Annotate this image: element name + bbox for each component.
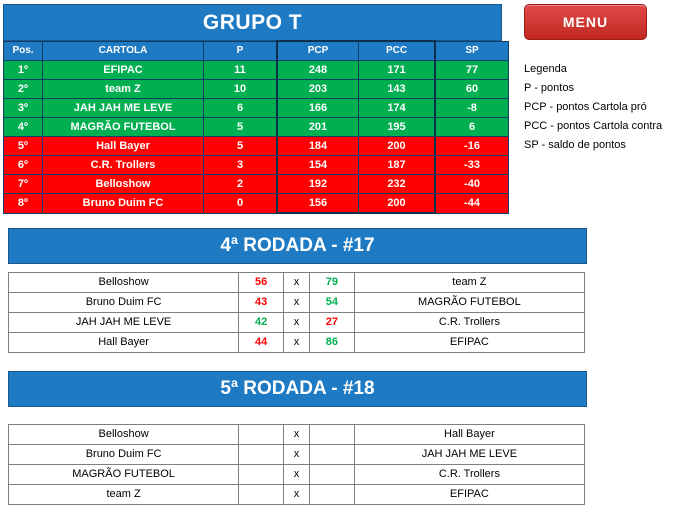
table-row	[9, 333, 585, 353]
cell-pos: 4º	[4, 118, 43, 137]
match-home-score	[239, 485, 284, 505]
round-4-banner	[8, 228, 587, 264]
match-home-score: 42	[239, 313, 284, 333]
match-away-score: 54	[310, 293, 355, 313]
cell-cartola: MAGRÃO FUTEBOL	[43, 118, 204, 137]
table-row	[4, 175, 509, 194]
match-separator: x	[283, 445, 309, 465]
cell-pcc: 174	[359, 99, 436, 118]
match-away-score: 27	[310, 313, 355, 333]
match-away-score	[310, 425, 355, 445]
cell-p: 0	[204, 194, 278, 214]
cell-p: 11	[204, 61, 278, 80]
cell-pcp: 154	[277, 156, 359, 175]
standings-header-row	[4, 41, 509, 61]
match-away-score: 86	[310, 333, 355, 353]
table-row	[9, 425, 585, 445]
match-separator: x	[283, 485, 309, 505]
round-4-matches-table	[8, 272, 585, 353]
match-away-team: C.R. Trollers	[354, 465, 584, 485]
cell-pcp: 248	[277, 61, 359, 80]
table-row	[4, 194, 509, 214]
table-row	[9, 293, 585, 313]
standings-header-p: P	[204, 41, 278, 61]
match-away-score	[310, 445, 355, 465]
legend-item-pcc: PCC - pontos Cartola contra	[524, 120, 663, 132]
match-home-team: JAH JAH ME LEVE	[9, 313, 239, 333]
match-away-score	[310, 485, 355, 505]
match-separator: x	[283, 313, 309, 333]
cell-p: 10	[204, 80, 278, 99]
cell-pcp: 203	[277, 80, 359, 99]
cell-sp: -40	[435, 175, 509, 194]
cell-pcp: 184	[277, 137, 359, 156]
match-separator: x	[283, 273, 309, 293]
cell-p: 2	[204, 175, 278, 194]
menu-button[interactable]	[524, 4, 647, 40]
legend-item-sp: SP - saldo de pontos	[524, 139, 626, 151]
cell-pcp: 192	[277, 175, 359, 194]
cell-sp: 77	[435, 61, 509, 80]
cell-p: 5	[204, 137, 278, 156]
cell-pos: 7º	[4, 175, 43, 194]
cell-sp: -16	[435, 137, 509, 156]
legend-item-p: P - pontos	[524, 82, 574, 94]
table-row	[4, 80, 509, 99]
cell-pcp: 201	[277, 118, 359, 137]
match-home-score	[239, 445, 284, 465]
match-separator: x	[283, 465, 309, 485]
cell-pcc: 143	[359, 80, 436, 99]
cell-cartola: Belloshow	[43, 175, 204, 194]
match-away-team: EFIPAC	[354, 485, 584, 505]
cell-pcp: 156	[277, 194, 359, 214]
match-home-team: MAGRÃO FUTEBOL	[9, 465, 239, 485]
match-away-team: EFIPAC	[354, 333, 584, 353]
match-home-team: Bruno Duim FC	[9, 445, 239, 465]
cell-pos: 3º	[4, 99, 43, 118]
match-home-score	[239, 425, 284, 445]
table-row	[9, 465, 585, 485]
match-away-team: C.R. Trollers	[354, 313, 584, 333]
match-away-team: MAGRÃO FUTEBOL	[354, 293, 584, 313]
cell-sp: 6	[435, 118, 509, 137]
match-home-team: team Z	[9, 485, 239, 505]
match-separator: x	[283, 293, 309, 313]
cell-pcc: 232	[359, 175, 436, 194]
group-title-banner	[3, 4, 502, 41]
match-home-team: Belloshow	[9, 273, 239, 293]
standings-header-cartola: CARTOLA	[43, 41, 204, 61]
cell-cartola: C.R. Trollers	[43, 156, 204, 175]
cell-cartola: Bruno Duim FC	[43, 194, 204, 214]
cell-pos: 8º	[4, 194, 43, 214]
match-away-team: team Z	[354, 273, 584, 293]
cell-cartola: Hall Bayer	[43, 137, 204, 156]
legend-title: Legenda	[524, 63, 567, 75]
cell-p: 3	[204, 156, 278, 175]
cell-pos: 1º	[4, 61, 43, 80]
match-home-score: 56	[239, 273, 284, 293]
table-row	[4, 118, 509, 137]
table-row	[4, 137, 509, 156]
cell-sp: -44	[435, 194, 509, 214]
cell-pcp: 166	[277, 99, 359, 118]
cell-cartola: EFIPAC	[43, 61, 204, 80]
cell-pcc: 200	[359, 194, 436, 214]
standings-header-sp: SP	[435, 41, 509, 61]
match-away-team: JAH JAH ME LEVE	[354, 445, 584, 465]
cell-pcc: 187	[359, 156, 436, 175]
match-home-score	[239, 465, 284, 485]
cell-pos: 2º	[4, 80, 43, 99]
cell-sp: -33	[435, 156, 509, 175]
table-row	[4, 156, 509, 175]
cell-p: 5	[204, 118, 278, 137]
match-away-score	[310, 465, 355, 485]
legend	[524, 60, 682, 155]
cell-pcc: 171	[359, 61, 436, 80]
match-home-team: Hall Bayer	[9, 333, 239, 353]
round-5-matches-table	[8, 424, 585, 505]
cell-pcc: 195	[359, 118, 436, 137]
table-row	[9, 445, 585, 465]
cell-p: 6	[204, 99, 278, 118]
standings-header-pcp: PCP	[277, 41, 359, 61]
table-row	[9, 313, 585, 333]
match-away-team: Hall Bayer	[354, 425, 584, 445]
match-away-score: 79	[310, 273, 355, 293]
standings-header-pcc: PCC	[359, 41, 436, 61]
match-home-score: 43	[239, 293, 284, 313]
standings-header-pos: Pos.	[4, 41, 43, 61]
match-home-score: 44	[239, 333, 284, 353]
table-row	[4, 99, 509, 118]
cell-pos: 5º	[4, 137, 43, 156]
table-row	[9, 485, 585, 505]
match-home-team: Bruno Duim FC	[9, 293, 239, 313]
table-row	[9, 273, 585, 293]
table-row	[4, 61, 509, 80]
match-separator: x	[283, 425, 309, 445]
cell-sp: 60	[435, 80, 509, 99]
cell-cartola: JAH JAH ME LEVE	[43, 99, 204, 118]
legend-item-pcp: PCP - pontos Cartola pró	[524, 101, 647, 113]
cell-cartola: team Z	[43, 80, 204, 99]
group-title-text: GRUPO T	[202, 10, 303, 34]
menu-button-label: MENU	[562, 14, 609, 30]
cell-sp: -8	[435, 99, 509, 118]
round-5-banner	[8, 371, 587, 407]
standings-table	[3, 40, 509, 214]
match-home-team: Belloshow	[9, 425, 239, 445]
round-5-title: 5ª RODADA - #18	[220, 378, 375, 399]
cell-pcc: 200	[359, 137, 436, 156]
cell-pos: 6º	[4, 156, 43, 175]
round-4-title: 4ª RODADA - #17	[220, 235, 375, 256]
match-separator: x	[283, 333, 309, 353]
